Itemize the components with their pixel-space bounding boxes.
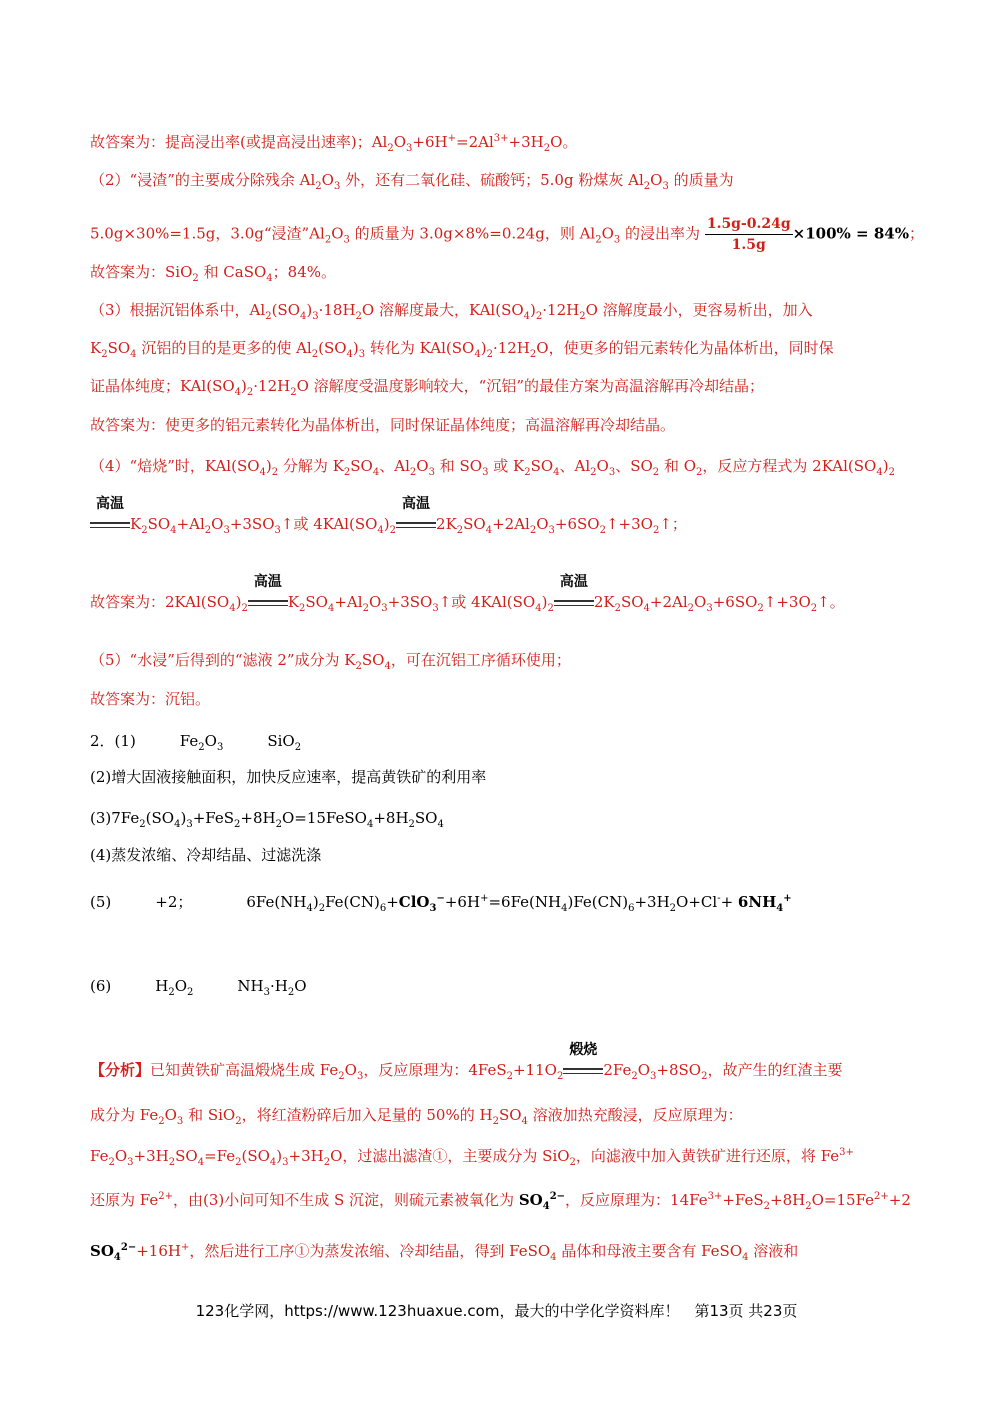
answer-line-6: $K_2SO_4$ 沉铝的目的是更多的使 $Al_2(SO_4)_3$ 转化为 $KAl(SO_4)_2\cdot 12H_2O$，使更多的铝元素转化为晶体析出，同时保 bbox=[90, 339, 834, 360]
answer-line-7: 证晶体纯度；$KAl(SO_4)_2\cdot 12H_2O$ 溶解度受温度影响较大，“沉铝”的最佳方案为高温溶解再冷却结晶； bbox=[90, 377, 764, 398]
answer-line-9: （4）“焙烧”时，$KAl(SO_4)_2$ 分解为 $K_2SO_4$、$Al_2O_3$ 和 $SO_3$ 或 $K_2SO_4$、$Al_2O_3$、$SO_2$ 和 $O_2$，反应方程式为 $2KAl(SO_4)_2$ bbox=[90, 457, 895, 478]
high-temp-condition: 高温 bbox=[554, 592, 594, 612]
equation-line-10: 高温 $K_2SO_4+Al_2O_3+3SO_3↑$或 $4KAl(SO_4)_2$ 高温 $2K_2SO_4+2Al_2O_3+6SO_2↑+3O_2↑$； bbox=[90, 514, 687, 534]
high-temp-condition: 高温 bbox=[90, 514, 130, 534]
answer-line-4: 故答案为：SiO$_2$ 和 CaSO$_4$；84%。 bbox=[90, 263, 336, 284]
q2-part3: $(3)7Fe_2(SO_4)_3+FeS_2+8H_2O=15FeSO_4+8H_2SO_4$ bbox=[90, 809, 444, 830]
high-temp-condition: 高温 bbox=[396, 514, 436, 534]
answer-line-13: 故答案为：沉铝。 bbox=[90, 690, 211, 708]
q2-part2: (2)增大固液接触面积，加快反应速率，提高黄铁矿的利用率 bbox=[90, 768, 487, 786]
analysis-line-1: 【分析】已知黄铁矿高温煅烧生成 $Fe_2O_3$，反应原理为：$4FeS_2+11O_2$ 煅烧 $2Fe_2O_3+8SO_2$，故产生的红渣主要 bbox=[90, 1042, 843, 1082]
answer-line-8: 故答案为：使更多的铝元素转化为晶体析出，同时保证晶体纯度；高温溶解再冷却结晶。 bbox=[90, 416, 676, 434]
q2-part5: (5) +2； $6Fe(NH_4)_2Fe(CN)_6+ClO_3^-+6H^+=6Fe(NH_4)Fe(CN)_6+3H_2O+Cl^-+ 6NH_4^+$ bbox=[90, 893, 792, 914]
analysis-line-2: 成分为 $Fe_2O_3$ 和 SiO$_2$，将红渣粉碎后加入足量的 50%的 $H_2SO_4$ 溶液加热充酸浸，反应原理为： bbox=[90, 1106, 743, 1127]
answer-line-1: 故答案为：提高浸出率(或提高浸出速率)；$Al_2O_3+6H^+=2Al^{3+}+3H_2O$。 bbox=[90, 133, 578, 154]
answer-line-12: （5）“水浸”后得到的“滤液 2”成分为 $K_2SO_4$，可在沉铝工序循环使用； bbox=[90, 651, 571, 672]
answer-line-5: （3）根据沉铝体系中，$Al_2(SO_4)_3\cdot 18H_2O$ 溶解度最大，$KAl(SO_4)_2\cdot 12H_2O$ 溶解度最小，更容易析出，加入 bbox=[90, 301, 813, 322]
q2-part4: (4)蒸发浓缩、冷却结晶、过滤洗涤 bbox=[90, 846, 322, 864]
q2-part6: (6) $H_2O_2$ $NH_3\cdot H_2O$ bbox=[90, 977, 307, 998]
fraction: $\frac{1.5g-0.24g}{1.5g}$ bbox=[706, 216, 791, 253]
analysis-line-4: 还原为 $Fe^{2+}$，由(3)小问可知不生成 S 沉淀，则硫元素被氧化为 $SO_4^{2-}$，反应原理为：$14Fe^{3+}+FeS_2+8H_2O=15Fe^{2+}+2$ bbox=[90, 1191, 911, 1212]
calcine-condition: 煅烧 bbox=[563, 1060, 603, 1080]
analysis-line-5: $SO_4^{2-}+16H^+$，然后进行工序①为蒸发浓缩、冷却结晶，得到 FeSO$_4$ 晶体和母液主要含有 FeSO$_4$ 溶液和 bbox=[90, 1242, 799, 1263]
page-footer: 123化学网，https://www.123huaxue.com，最大的中学化学资料库！ 第13页 共23页 bbox=[195, 1302, 798, 1320]
high-temp-condition: 高温 bbox=[248, 592, 288, 612]
answer-line-11: 故答案为：$2KAl(SO_4)_2$ 高温 $K_2SO_4+Al_2O_3+3SO_3↑$或 $4KAl(SO_4)_2$ 高温 $2K_2SO_4+2Al_2O_3+6SO_2↑+3O_2↑$。 bbox=[90, 574, 845, 614]
answer-line-2: （2）“浸渣”的主要成分除残余 $Al_2O_3$ 外，还有二氧化硅、硫酸钙；5.0g 粉煤灰 $Al_2O_3$ 的质量为 bbox=[90, 171, 734, 192]
q2-part1: 2．(1) $Fe_2O_3$ SiO$_2$ bbox=[90, 732, 302, 753]
analysis-line-3: $Fe_2O_3+3H_2SO_4=Fe_2(SO_4)_3+3H_2O$，过滤出滤渣①，主要成分为 SiO$_2$，向滤液中加入黄铁矿进行还原，将 $Fe^{3+}$ bbox=[90, 1147, 854, 1168]
answer-line-3: 5.0g×30%=1.5g，3.0g“浸渣$”Al_2O_3$ 的质量为 3.0g×8%=0.24g，则 $Al_2O_3$ 的浸出率为 $\frac{1.5g-0.24g}{1.5g}$ ×100% = 84%； bbox=[90, 216, 924, 253]
